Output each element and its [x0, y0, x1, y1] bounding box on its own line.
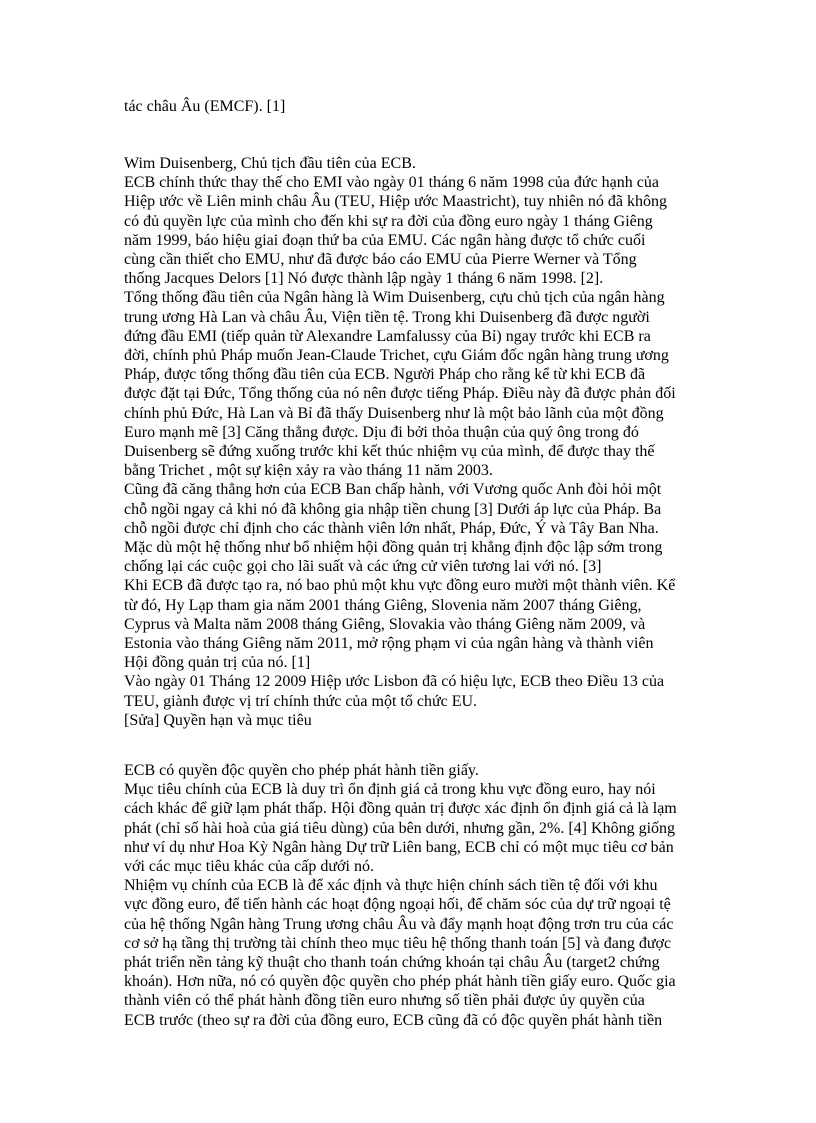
text-line: được đặt tại Đức, Tổng thống của nó nên được tiếng Pháp. Điều này đã được phản đối	[124, 385, 676, 403]
text-line: [Sửa] Quyền hạn và mục tiêu	[124, 711, 312, 729]
top-fragment	[124, 97, 694, 116]
text-line: ECB trước (theo sự ra đời của đồng euro, ECB cũng đã có độc quyền phát hành tiền	[124, 1011, 663, 1029]
text-line: đời, chính phủ Pháp muốn Jean-Claude Trichet, cựu Giám đốc ngân hàng trung ương	[124, 347, 669, 365]
text-line: Euro mạnh mẽ [3] Căng thẳng được. Dịu đi bởi thỏa thuận của quý ông trong đó	[124, 423, 639, 441]
text-line: có đủ quyền lực của mình cho đến khi sự ra đời của đồng euro ngày 1 tháng Giêng	[124, 212, 653, 230]
text-line: Cyprus và Malta năm 2008 tháng Giêng, Slovakia vào tháng Giêng năm 2009, và	[124, 615, 646, 633]
text-line: cùng cần thiết cho EMU, như đã được báo cáo EMU của Pierre Werner và Tổng	[124, 251, 637, 269]
text-line: khoán). Hơn nữa, nó có quyền độc quyền cho phép phát hành tiền giấy euro. Quốc gia	[124, 973, 676, 991]
text-line: Khi ECB đã được tạo ra, nó bao phủ một khu vực đồng euro mười một thành viên. Kể	[124, 577, 676, 595]
text-line: Cũng đã căng thẳng hơn của ECB Ban chấp hành, với Vương quốc Anh đòi hỏi một	[124, 481, 662, 499]
text-line: thống Jacques Delors [1] Nó được thành lập ngày 1 tháng 6 năm 1998. [2].	[124, 270, 604, 288]
text-line: vực đồng euro, để tiến hành các hoạt động ngoại hối, để chăm sóc của dự trữ ngoại tệ	[124, 896, 671, 914]
text-line: tác châu Âu (EMCF). [1]	[124, 98, 286, 115]
text-line: cơ sở hạ tầng thị trường tài chính theo mục tiêu hệ thống thanh toán [5] và đang được	[124, 934, 672, 952]
text-line: với các mục tiêu khác của cấp dưới nó.	[124, 858, 374, 876]
text-line: đứng đầu EMI (tiếp quản từ Alexandre Lamfalussy của Bỉ) ngay trước khi ECB ra	[124, 327, 651, 345]
text-line: cách khác để giữ lạm phát thấp. Hội đồng quản trị được xác định ổn định giá cả là lạm	[124, 800, 677, 818]
text-line: chỗ ngồi ngay cả khi nó đã không gia nhập tiền chung [3] Dưới áp lực của Pháp. Ba	[124, 500, 662, 518]
text-line: ECB có quyền độc quyền cho phép phát hành tiền giấy.	[124, 762, 479, 779]
text-line: Duisenberg sẽ đứng xuống trước khi kết thúc nhiệm vụ của mình, để được thay thế	[124, 443, 655, 461]
text-line: chỗ ngồi được chỉ định cho các thành viên lớn nhất, Pháp, Đức, Ý và Tây Ban Nha.	[124, 519, 659, 537]
powers-section	[124, 761, 694, 1030]
text-line: ECB chính thức thay thế cho EMI vào ngày 01 tháng 6 năm 1998 của đức hạnh của	[124, 174, 659, 192]
text-line: bằng Trichet , một sự kiện xảy ra vào tháng 11 năm 2003.	[124, 462, 493, 480]
text-line: Pháp, được tổng thống đầu tiên của ECB. Người Pháp cho rằng kể từ khi ECB đã	[124, 366, 646, 384]
text-line: Mục tiêu chính của ECB là duy trì ổn định giá cả trong khu vực đồng euro, hay nói	[124, 781, 656, 799]
history-section	[124, 154, 694, 730]
text-line: chính phủ Đức, Hà Lan và Bỉ đã thấy Duisenberg như là một bảo lãnh của một đồng	[124, 404, 664, 422]
text-line: Nhiệm vụ chính của ECB là để xác định và thực hiện chính sách tiền tệ đối với khu	[124, 877, 658, 895]
text-line: Estonia vào tháng Giêng năm 2011, mở rộng phạm vi của ngân hàng và thành viên	[124, 635, 654, 653]
text-line: chống lại các cuộc gọi cho lãi suất và các ứng cử viên tương lai với nó. [3]	[124, 558, 602, 576]
text-line: như ví dụ như Hoa Kỳ Ngân hàng Dự trữ Liên bang, ECB chỉ có một mục tiêu cơ bản	[124, 838, 674, 856]
text-line: phát (chỉ số hài hoà của giá tiêu dùng) của bên dưới, nhưng gần, 2%. [4] Không giống	[124, 819, 676, 837]
text-line: Mặc dù một hệ thống như bổ nhiệm hội đồng quản trị khẳng định độc lập sớm trong	[124, 539, 663, 557]
text-line: từ đó, Hy Lạp tham gia năm 2001 tháng Giêng, Slovenia năm 2007 tháng Giêng,	[124, 596, 642, 614]
text-line: Vào ngày 01 Tháng 12 2009 Hiệp ước Lisbon đã có hiệu lực, ECB theo Điều 13 của	[124, 673, 665, 691]
text-line: thành viên có thể phát hành đồng tiền euro nhưng số tiền phải được ủy quyền của	[124, 992, 645, 1010]
text-line: Wim Duisenberg, Chủ tịch đầu tiên của ECB.	[124, 155, 416, 172]
text-line: Tổng thống đầu tiên của Ngân hàng là Wim Duisenberg, cựu chủ tịch của ngân hàng	[124, 289, 665, 307]
text-line: trung ương Hà Lan và châu Âu, Viện tiền tệ. Trong khi Duisenberg đã được người	[124, 308, 650, 326]
text-line: năm 1999, báo hiệu giai đoạn thứ ba của EMU. Các ngân hàng được tổ chức cuối	[124, 231, 646, 249]
text-line: Hiệp ước về Liên minh châu Âu (TEU, Hiệp ước Maastricht), tuy nhiên nó đã không	[124, 193, 668, 211]
text-line: phát triển nền tảng kỹ thuật cho thanh toán chứng khoán tại châu Âu (target2 chứng	[124, 954, 660, 972]
text-line: của hệ thống Ngân hàng Trung ương châu Âu và đẩy mạnh hoạt động trơn tru của các	[124, 915, 674, 933]
text-line: Hội đồng quản trị của nó. [1]	[124, 654, 311, 672]
text-line: TEU, giành được vị trí chính thức của một tổ chức EU.	[124, 692, 478, 710]
